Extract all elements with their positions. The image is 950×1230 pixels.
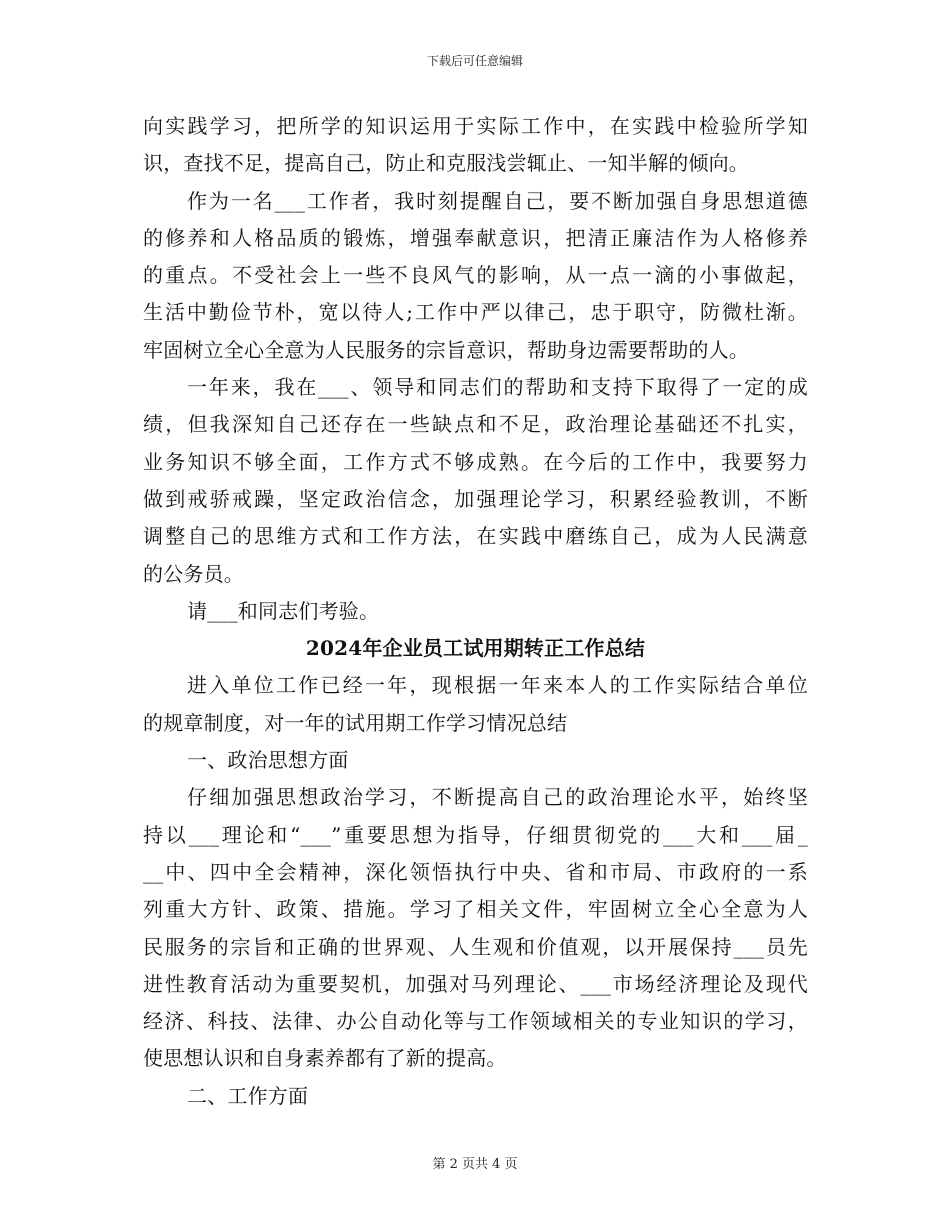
text-line: 作为一名___工作者，我时刻提醒自己，要不断加强自身思想道德 bbox=[187, 188, 808, 213]
section-heading: 二、工作方面 bbox=[187, 1083, 309, 1108]
page-number: 第 2 页共 4 页 bbox=[432, 1157, 518, 1172]
text-line: 向实践学习，把所学的知识运用于实际工作中，在实践中检验所学知 bbox=[143, 114, 808, 138]
page-header: 下载后可任意编辑 bbox=[426, 54, 523, 68]
text-line: 一年来，我在___、领导和同志们的帮助和支持下取得了一定的成 bbox=[187, 375, 808, 400]
text-line: 生活中勤俭节朴，宽以待人;工作中严以律己，忠于职守，防微杜渐。 bbox=[143, 300, 808, 325]
document-body bbox=[143, 108, 808, 1115]
text-line: 的规章制度，对一年的试用期工作学习情况总结 bbox=[143, 710, 568, 735]
text-line: 业务知识不够全面，工作方式不够成熟。在今后的工作中，我要努力 bbox=[143, 449, 808, 474]
text-line: 做到戒骄戒躁，坚定政治信念，加强理论学习，积累经验教训，不断 bbox=[143, 486, 808, 511]
text-line: 持以___理论和“___”重要思想为指导，仔细贯彻党的___大和___届_ bbox=[143, 822, 808, 847]
text-line: 民服务的宗旨和正确的世界观、人生观和价值观，以开展保持___员先 bbox=[143, 934, 808, 959]
text-line: 进入单位工作已经一年，现根据一年来本人的工作实际结合单位 bbox=[187, 673, 808, 698]
text-line: 牢固树立全心全意为人民服务的宗旨意识，帮助身边需要帮助的人。 bbox=[143, 337, 749, 362]
text-line: 调整自己的思维方式和工作方法，在实践中磨练自己，成为人民满意 bbox=[143, 524, 808, 549]
text-line: 经济、科技、法律、办公自动化等与工作领域相关的专业知识的学习， bbox=[143, 1009, 808, 1034]
section-title: 2024年企业员工试用期转正工作总结 bbox=[305, 636, 646, 661]
text-line: 的修养和人格品质的锻炼，增强奉献意识，把清正廉洁作为人格修养 bbox=[143, 225, 808, 250]
text-line: 识，查找不足，提高自己，防止和克服浅尝辄止、一知半解的倾向。 bbox=[143, 151, 749, 176]
text-line: 的重点。不受社会上一些不良风气的影响，从一点一滴的小事做起， bbox=[143, 263, 808, 288]
text-line: 列重大方针、政策、措施。学习了相关文件，牢固树立全心全意为人 bbox=[143, 897, 808, 922]
text-line: 进性教育活动为重要契机，加强对马列理论、___市场经济理论及现代 bbox=[143, 971, 808, 996]
text-line: __中、四中全会精神，深化领悟执行中央、省和市局、市政府的一系 bbox=[143, 859, 808, 884]
text-line: 的公务员。 bbox=[143, 561, 244, 586]
text-line: 请___和同志们考验。 bbox=[187, 598, 380, 623]
section-heading: 一、政治思想方面 bbox=[187, 748, 349, 773]
text-line: 绩，但我深知自己还存在一些缺点和不足，政治理论基础还不扎实， bbox=[143, 412, 808, 437]
text-line: 仔细加强思想政治学习，不断提高自己的政治理论水平，始终坚 bbox=[187, 785, 808, 810]
text-line: 使思想认识和自身素养都有了新的提高。 bbox=[143, 1046, 507, 1071]
